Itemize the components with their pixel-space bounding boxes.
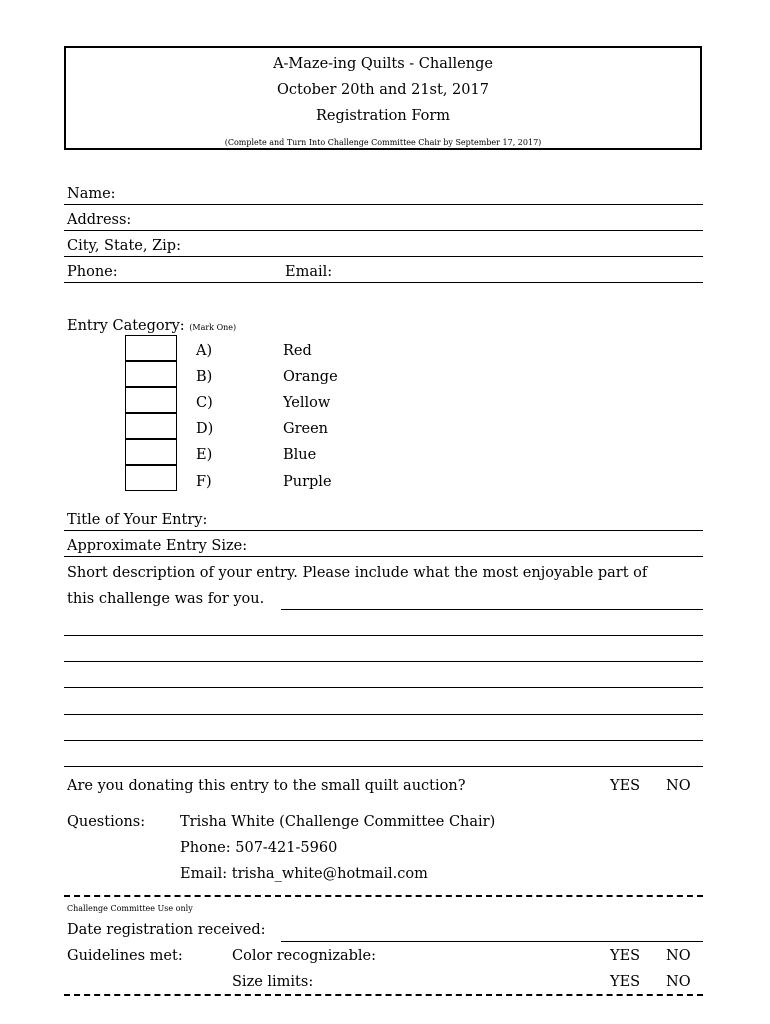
city-state-zip-label: City, State, Zip: [67, 238, 181, 254]
category-checkbox-d[interactable] [125, 413, 177, 439]
category-color: Yellow [283, 395, 331, 411]
questions-label: Questions: [67, 814, 146, 830]
category-letter: D) [196, 421, 214, 437]
form-title: A-Maze-ing Quilts - Challenge [273, 56, 493, 72]
committee-divider-top [64, 895, 703, 897]
size-no-option[interactable]: NO [666, 974, 691, 990]
color-no-option[interactable]: NO [666, 948, 691, 964]
auction-yes-option[interactable]: YES [610, 778, 641, 794]
category-checkbox-f[interactable] [125, 465, 177, 491]
city-state-zip-field[interactable] [64, 256, 703, 257]
contact-name: Trisha White (Challenge Committee Chair) [180, 814, 496, 830]
category-color: Green [283, 421, 329, 437]
category-color: Red [283, 343, 312, 359]
entry-title-label: Title of Your Entry: [67, 512, 208, 528]
entry-category-hint: (Mark One) [189, 323, 237, 332]
auction-no-option[interactable]: NO [666, 778, 691, 794]
category-checkbox-b[interactable] [125, 361, 177, 387]
name-field[interactable] [64, 204, 703, 205]
description-line[interactable] [64, 687, 703, 688]
color-yes-option[interactable]: YES [610, 948, 641, 964]
description-line[interactable] [64, 635, 703, 636]
contact-email: Email: trisha_white@hotmail.com [180, 866, 428, 882]
entry-category-label [67, 318, 236, 334]
category-letter: B) [196, 369, 213, 385]
contact-phone: Phone: 507-421-5960 [180, 840, 338, 856]
auction-question: Are you donating this entry to the small quilt auction? [67, 778, 466, 794]
category-letter: C) [196, 395, 213, 411]
address-label: Address: [67, 212, 132, 228]
description-line[interactable] [64, 766, 703, 767]
category-color: Orange [283, 369, 338, 385]
date-received-field[interactable] [281, 941, 703, 942]
size-yes-option[interactable]: YES [610, 974, 641, 990]
category-checkbox-e[interactable] [125, 439, 177, 465]
form-header-box [64, 46, 702, 150]
event-dates: October 20th and 21st, 2017 [277, 82, 489, 98]
phone-email-field[interactable] [64, 282, 703, 283]
entry-size-label: Approximate Entry Size: [67, 538, 248, 554]
color-recognizable-label: Color recognizable: [232, 948, 377, 964]
description-prompt-line2: this challenge was for you. [67, 591, 265, 607]
date-received-label: Date registration received: [67, 922, 266, 938]
category-letter: E) [196, 447, 213, 463]
description-line[interactable] [281, 609, 703, 610]
description-line[interactable] [64, 714, 703, 715]
submission-instructions: (Complete and Turn Into Challenge Committee Chair by September 17, 2017) [224, 138, 542, 147]
entry-size-field[interactable] [64, 556, 703, 557]
description-line[interactable] [64, 661, 703, 662]
category-color: Blue [283, 447, 317, 463]
committee-use-label: Challenge Committee Use only [67, 904, 193, 913]
category-color: Purple [283, 474, 332, 490]
size-limits-label: Size limits: [232, 974, 314, 990]
category-checkbox-c[interactable] [125, 387, 177, 413]
description-line[interactable] [64, 740, 703, 741]
address-field[interactable] [64, 230, 703, 231]
entry-category-title: Entry Category: [67, 318, 185, 334]
phone-label: Phone: [67, 264, 118, 280]
category-checkbox-a[interactable] [125, 335, 177, 361]
form-name: Registration Form [315, 108, 451, 124]
category-letter: F) [196, 474, 212, 490]
committee-divider-bottom [64, 994, 703, 996]
entry-title-field[interactable] [64, 530, 703, 531]
name-label: Name: [67, 186, 116, 202]
guidelines-label: Guidelines met: [67, 948, 183, 964]
category-letter: A) [196, 343, 213, 359]
description-prompt-line1: Short description of your entry. Please include what the most enjoyable part of [67, 565, 648, 581]
email-label: Email: [285, 264, 333, 280]
